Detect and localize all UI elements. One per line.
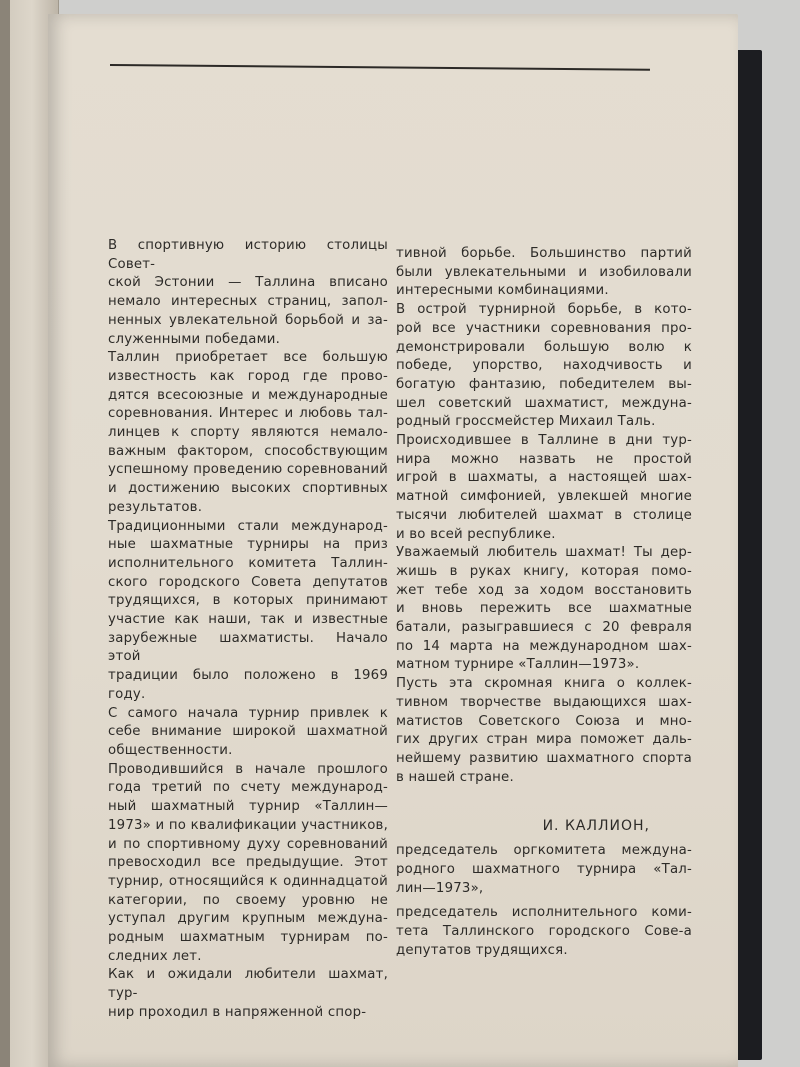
signature: И. КАЛЛИОН, xyxy=(542,818,650,835)
text-line: богатую фантазию, победителем вы- xyxy=(396,376,692,392)
paragraph xyxy=(396,904,692,960)
text-line: депутатов трудящихся. xyxy=(396,942,568,958)
text-line: участие как наши, так и известные xyxy=(108,612,388,628)
text-line: Традиционными стали международ- xyxy=(108,518,388,534)
text-line: и вновь пережить все шахматные xyxy=(396,601,692,617)
text-line: зарубежные шахматисты. Начало этой xyxy=(108,630,388,665)
text-line: В спортивную историю столицы Совет- xyxy=(108,238,388,272)
text-line: были увлекательными и изобиловали xyxy=(396,264,692,280)
paragraph xyxy=(108,761,388,967)
paragraph xyxy=(108,349,388,517)
text-line: жет тебе ход за ходом восстановить xyxy=(396,582,692,598)
text-line: ный шахматный турнир «Таллин— xyxy=(108,799,388,815)
text-line: тивном творчестве выдающихся шах- xyxy=(396,694,692,710)
text-line: ные шахматные турниры на приз xyxy=(108,537,388,553)
text-line: Пусть эта скромная книга о коллек- xyxy=(396,676,692,692)
text-line: общественности. xyxy=(108,742,233,758)
text-line: нира можно назвать не простой xyxy=(396,451,692,467)
paragraph xyxy=(396,301,692,432)
text-line: матистов Советского Союза и мно- xyxy=(396,713,692,729)
text-line: по 14 марта на международном шах- xyxy=(396,638,692,654)
text-line: В острой турнирной борьбе, в кото- xyxy=(396,302,692,318)
text-line: следних лет. xyxy=(108,948,202,964)
text-line: турнир, относящийся к одиннадцатой xyxy=(108,873,388,889)
text-line: успешному проведению соревнований xyxy=(108,462,388,478)
book-left-edge xyxy=(0,0,10,1067)
text-line: традиции было положено в 1969 году. xyxy=(108,668,388,702)
text-line: и достижению высоких спортивных xyxy=(108,481,388,497)
text-line: нейшему развитию шахматного спорта xyxy=(396,750,692,766)
text-line: председатель исполнительного коми- xyxy=(396,905,692,921)
text-line: и во всей республике. xyxy=(396,526,556,542)
text-line: рой все участники соревнования про- xyxy=(396,320,692,336)
text-line: дятся всесоюзные и международные xyxy=(108,387,388,403)
text-column-right xyxy=(396,245,692,960)
text-line: уступал другим крупным междуна- xyxy=(108,911,388,927)
text-line: соревнования. Интерес и любовь тал- xyxy=(108,406,388,422)
paragraph xyxy=(396,675,692,787)
text-line: нир проходил в напряженной спор- xyxy=(108,1004,367,1020)
text-line: жишь в руках книгу, которая помо- xyxy=(396,563,692,579)
text-line: важным фактором, способствующим xyxy=(108,443,388,459)
text-line: служенными победами. xyxy=(108,331,281,347)
paragraph xyxy=(108,966,388,1022)
text-line: линцев к спорту являются немало- xyxy=(108,425,388,441)
paragraph xyxy=(108,237,388,349)
text-line: года третий по счету международ- xyxy=(108,780,388,796)
text-line: исполнительного комитета Таллин- xyxy=(108,555,388,571)
text-line: демонстрировали большую волю к xyxy=(396,339,692,355)
text-line: превосходил все предыдущие. Этот xyxy=(108,855,388,871)
text-line: родного шахматного турнира «Тал- xyxy=(396,861,692,877)
text-line: Происходившее в Таллине в дни тур- xyxy=(396,433,692,449)
text-line: Уважаемый любитель шахмат! Ты дер- xyxy=(396,545,692,561)
text-line: родным шахматным турнирам по- xyxy=(108,930,388,946)
text-line: и по спортивному духу соревнований xyxy=(108,836,388,852)
text-column-left xyxy=(108,237,388,1023)
text-line: немало интересных страниц, запол- xyxy=(108,294,388,310)
text-line: гих других стран мира поможет даль- xyxy=(396,732,692,748)
text-line: результатов. xyxy=(108,499,203,515)
text-line: ненных увлекательной борьбой и за- xyxy=(108,312,388,328)
text-line: родный гроссмейстер Михаил Таль. xyxy=(396,414,656,430)
text-line: Как и ожидали любители шахмат, тур- xyxy=(108,967,388,1002)
text-line: победе, упорство, находчивость и xyxy=(396,358,692,374)
text-line: тивной борьбе. Большинство партий xyxy=(396,246,692,261)
text-line: интересными комбинациями. xyxy=(396,283,609,299)
text-line: ского городского Совета депутатов xyxy=(108,574,388,590)
paragraph xyxy=(396,842,692,898)
text-line: Проводившийся в начале прошлого xyxy=(108,761,388,777)
text-line: матном турнире «Таллин—1973». xyxy=(396,657,640,673)
text-line: тета Таллинского городского Сове-а xyxy=(396,923,692,939)
paragraph xyxy=(396,245,692,301)
paragraph xyxy=(396,544,692,675)
text-line: себе внимание широкой шахматной xyxy=(108,724,388,740)
text-line: категории, по своему уровню не xyxy=(108,892,388,908)
text-line: трудящихся, в которых принимают xyxy=(108,593,388,609)
text-line: лин—1973», xyxy=(396,880,484,896)
text-line: батали, разыгравшиеся с 20 февраля xyxy=(396,620,692,636)
text-line: шел советский шахматист, междуна- xyxy=(396,395,692,411)
text-line: 1973» и по квалификации участников, xyxy=(108,817,388,833)
text-line: С самого начала турнир привлек к xyxy=(108,705,388,721)
text-line: известность как город где прово- xyxy=(108,368,388,384)
paragraph xyxy=(108,518,388,761)
text-line: тысячи любителей шахмат в столице xyxy=(396,507,692,523)
text-line: матной симфонией, увлекшей многие xyxy=(396,489,692,505)
text-line: председатель оргкомитета междуна- xyxy=(396,843,692,859)
text-line: игрой в шахматы, а настоящей шах- xyxy=(396,470,692,486)
text-line: ской Эстонии — Таллина вписано xyxy=(108,275,388,291)
text-line: в нашей стране. xyxy=(396,769,514,785)
text-line: Таллин приобретает все большую xyxy=(108,350,388,366)
paragraph xyxy=(396,432,692,544)
